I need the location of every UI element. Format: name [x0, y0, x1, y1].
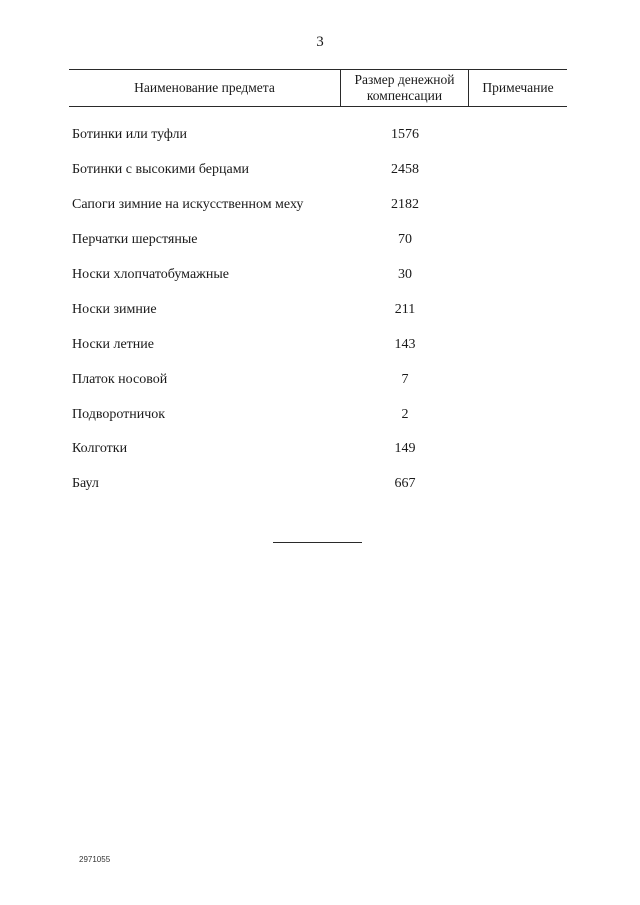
item-compensation: 211 [394, 301, 416, 317]
table-row [72, 467, 567, 502]
item-compensation: 667 [394, 476, 416, 492]
item-name: Носки зимние [72, 301, 157, 317]
item-compensation: 2 [401, 406, 409, 422]
table-row [72, 258, 567, 293]
item-name: Подворотничок [72, 406, 166, 422]
table-row [72, 118, 567, 153]
column-header-name: Наименование предмета [69, 70, 341, 106]
page-number: 3 [316, 34, 324, 50]
column-header-note: Примечание [482, 80, 554, 95]
table-row [72, 223, 567, 258]
item-name: Носки хлопчатобумажные [72, 267, 229, 282]
item-compensation: 149 [394, 441, 416, 457]
column-header-compensation: Размер денежной компенсации [341, 70, 469, 106]
item-compensation: 1576 [391, 127, 419, 143]
item-compensation: 7 [401, 371, 409, 387]
table-row [72, 188, 567, 223]
item-name: Колготки [72, 441, 128, 457]
item-name: Перчатки шерстяные [72, 232, 198, 248]
item-compensation: 2182 [391, 197, 419, 213]
document-code: 2971055 [79, 855, 111, 864]
item-compensation: 30 [398, 267, 412, 282]
item-compensation: 143 [394, 336, 416, 352]
table-row [72, 327, 567, 362]
item-name: Носки летние [72, 336, 154, 352]
item-name: Ботинки с высокими берцами [72, 162, 250, 178]
table-row [72, 153, 567, 188]
item-name: Сапоги зимние на искусственном меху [72, 197, 304, 213]
item-name: Баул [72, 476, 99, 492]
item-compensation: 2458 [391, 162, 419, 178]
table-row [72, 432, 567, 467]
table-body [72, 118, 567, 502]
closing-rule [273, 542, 362, 543]
table-row [72, 397, 567, 432]
table-row [72, 362, 567, 397]
item-name: Платок носовой [72, 371, 168, 387]
table-header [69, 69, 567, 107]
item-name: Ботинки или туфли [72, 127, 188, 143]
item-compensation: 70 [398, 232, 412, 248]
table-row [72, 292, 567, 327]
